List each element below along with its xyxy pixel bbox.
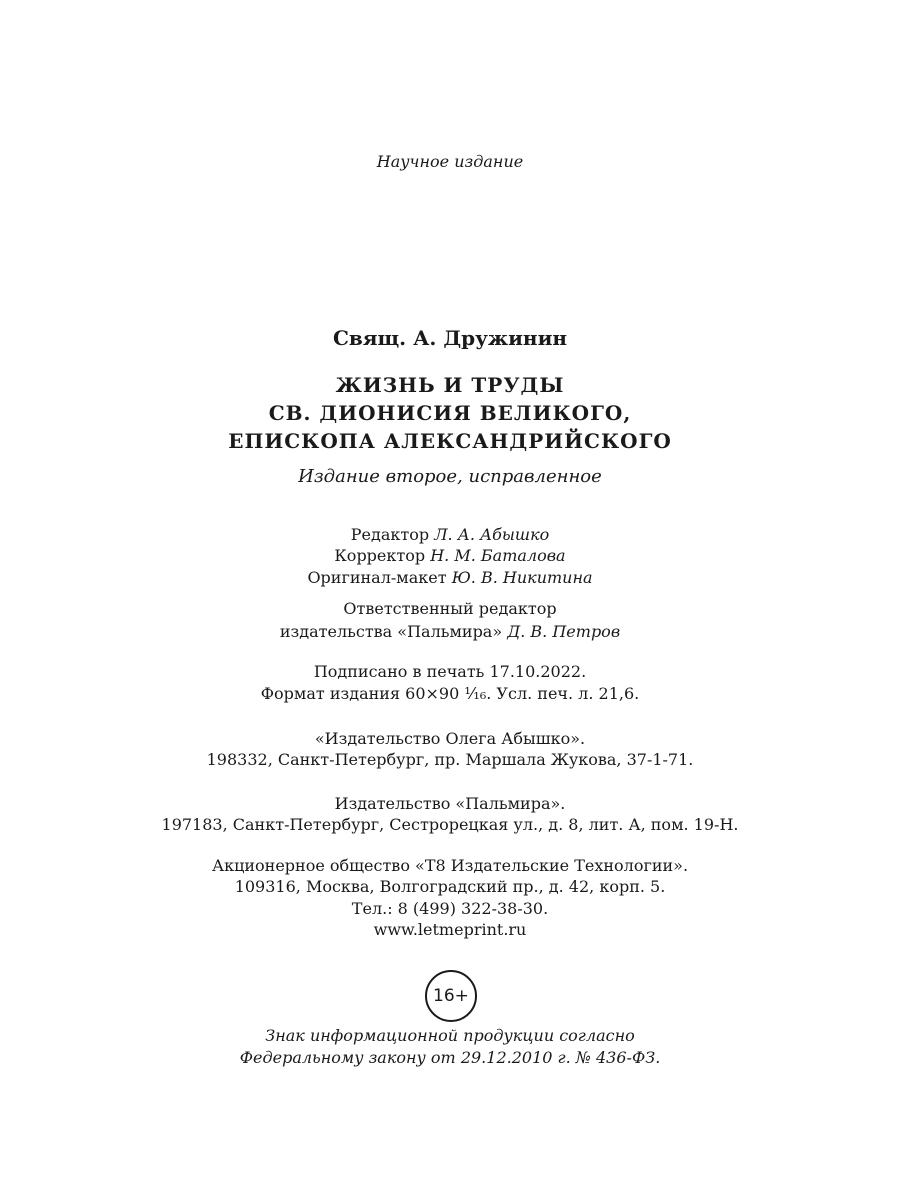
title-line-3: ЕПИСКОПА АЛЕКСАНДРИЙСКОГО	[228, 429, 672, 453]
credit-name: Н. М. Баталова	[430, 546, 566, 565]
publisher2-address: 197183, Санкт-Петербург, Сестрорецкая ул., д. 8, лит. А, пом. 19-Н.	[161, 815, 739, 834]
credit-corrector	[0, 545, 900, 567]
age-rating-badge: 16+	[425, 970, 477, 1022]
age-notice-line-1: Знак информационной продукции согласно	[265, 1026, 635, 1045]
age-notice-line-2: Федеральному закону от 29.12.2010 г. № 436-ФЗ.	[239, 1048, 661, 1067]
title-line-1: ЖИЗНЬ И ТРУДЫ	[335, 373, 565, 397]
responsible-line-1: Ответственный редактор	[343, 599, 557, 618]
series-label: Научное издание	[376, 152, 524, 171]
responsible-role: издательства «Пальмира»	[279, 622, 503, 641]
credit-editor	[0, 524, 900, 546]
author: Свящ. А. Дружинин	[332, 326, 568, 350]
credit-role: Оригинал-макет	[307, 568, 447, 587]
printer-phone: Тел.: 8 (499) 322-38-30.	[351, 899, 549, 918]
printer-website: www.letmeprint.ru	[373, 920, 527, 939]
credit-role: Редактор	[350, 525, 430, 544]
credit-name: Ю. В. Никитина	[451, 568, 593, 587]
credit-role: Корректор	[334, 546, 426, 565]
publisher1-address: 198332, Санкт-Петербург, пр. Маршала Жукова, 37-1-71.	[206, 750, 694, 769]
print-format: Формат издания 60×90 ¹⁄₁₆. Усл. печ. л. 21,6.	[260, 684, 640, 703]
responsible-name: Д. В. Петров	[507, 622, 621, 641]
responsible-line-2	[0, 621, 900, 643]
publisher2-name: Издательство «Пальмира».	[334, 794, 566, 813]
printer-name: Акционерное общество «Т8 Издательские Технологии».	[211, 856, 689, 875]
credit-layout	[0, 567, 900, 589]
title-line-2: СВ. ДИОНИСИЯ ВЕЛИКОГО,	[268, 401, 632, 425]
print-date: Подписано в печать 17.10.2022.	[313, 662, 587, 681]
credit-name: Л. А. Абышко	[434, 525, 550, 544]
edition: Издание второе, исправленное	[298, 466, 602, 487]
publisher1-name: «Издательство Олега Абышко».	[314, 729, 586, 748]
printer-address: 109316, Москва, Волгоградский пр., д. 42, корп. 5.	[234, 877, 666, 896]
